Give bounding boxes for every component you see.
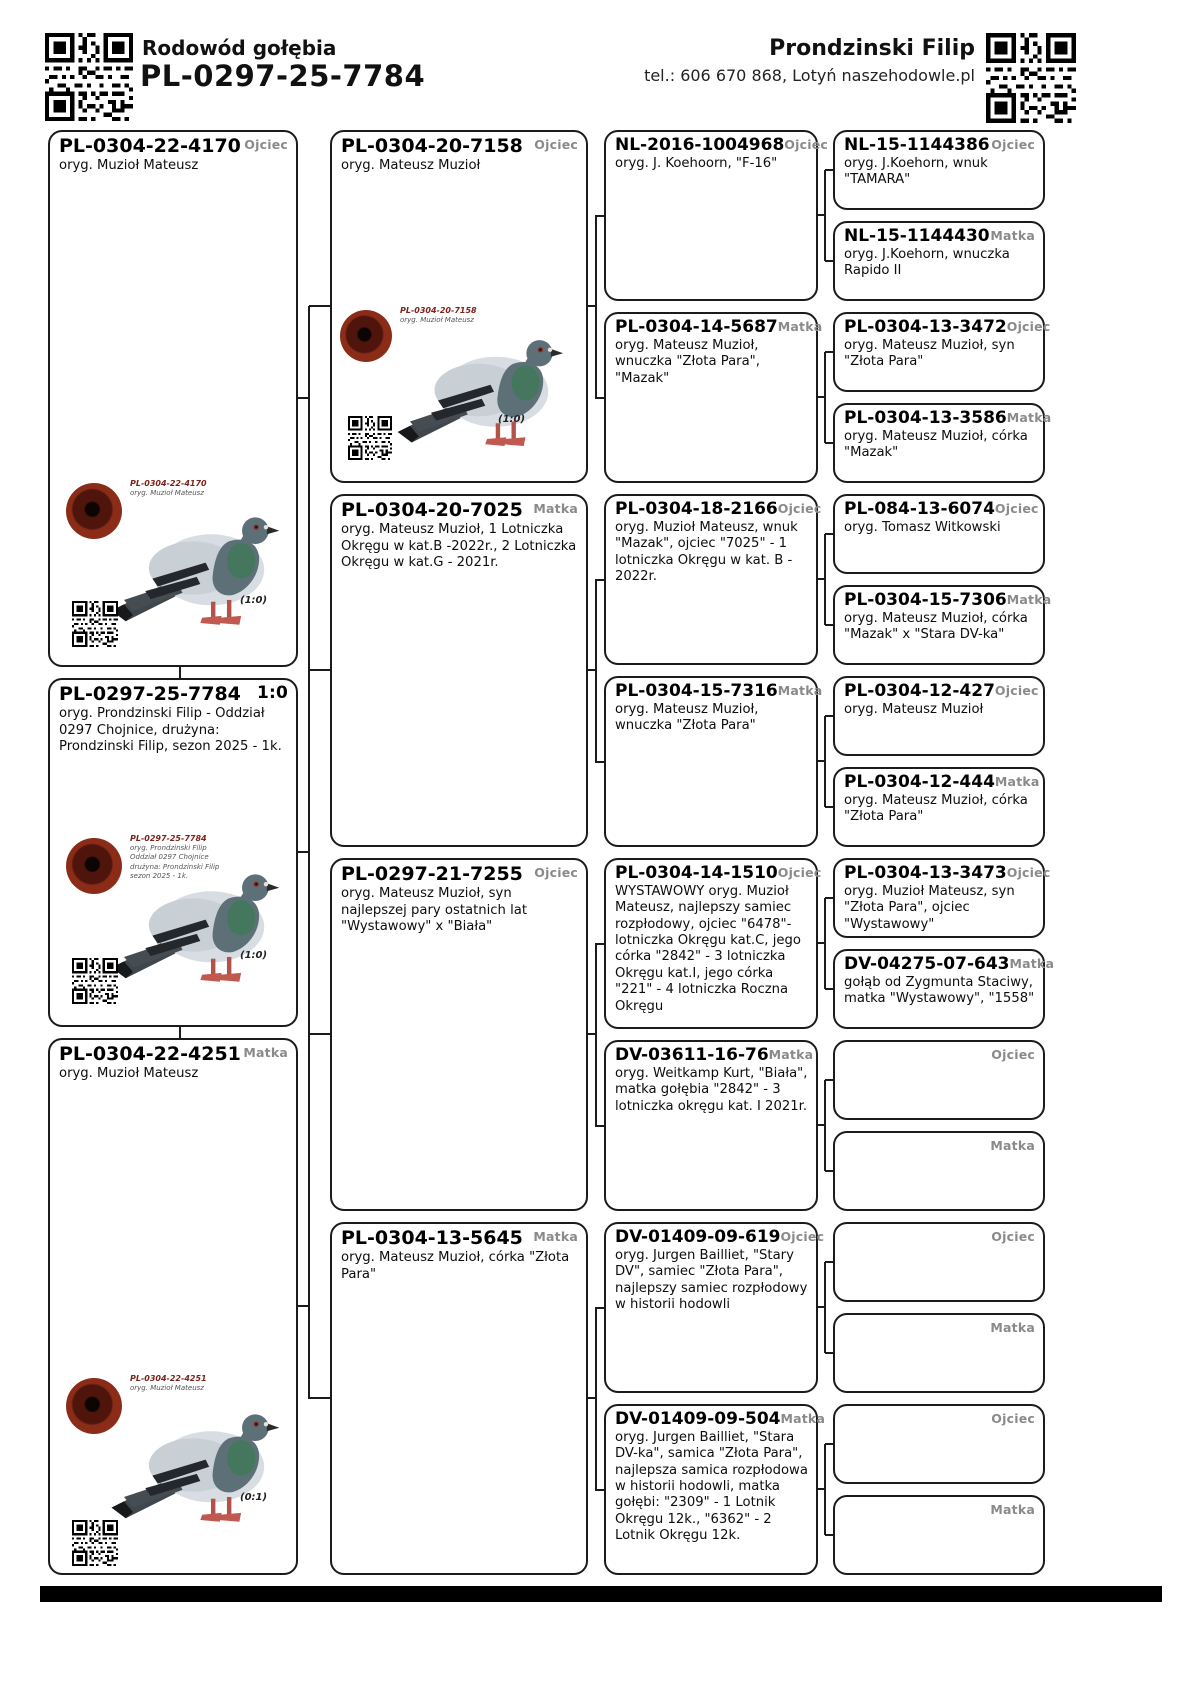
- pedigree-box-g3-7: [604, 1404, 826, 1575]
- pedigree-box-subject: [48, 678, 298, 1027]
- ring-number: PL-0304-15-7316: [615, 681, 778, 701]
- role-label: Ojciec: [994, 683, 1039, 698]
- pigeon-description: oryg. Mateusz Muzioł, syn najlepszej pary ostatnich lat "Wystawowy" x "Biała": [341, 886, 527, 934]
- photo-caption-line: sezon 2025 - 1k.: [130, 871, 189, 880]
- role-label: Matka: [1006, 592, 1052, 607]
- ring-number: PL-0297-25-7784: [59, 683, 241, 705]
- breeder-contact: tel.: 606 670 868, Lotyń naszehodowle.pl: [644, 66, 975, 85]
- pedigree-box-g3-4: [604, 858, 822, 1029]
- pigeon-description: gołąb od Zygmunta Staciwy, matka "Wystawowy", "1558": [844, 975, 1035, 1007]
- photo-score: (1:0): [240, 595, 268, 606]
- ring-number: DV-01409-09-504: [615, 1409, 781, 1429]
- ring-number: PL-0304-22-4251: [59, 1043, 241, 1065]
- role-label: Matka: [780, 1411, 826, 1426]
- role-label: Matka: [990, 1502, 1035, 1517]
- ring-number: PL-0304-14-1510: [615, 863, 778, 883]
- ring-number: PL-0304-13-3473: [844, 863, 1007, 883]
- photo-caption-line: drużyna: Prondzinski Filip: [130, 862, 220, 871]
- pedigree-box-g4-0: [833, 130, 1045, 210]
- pedigree-box-g4-1: [833, 221, 1045, 301]
- pigeon-photo-block: [338, 304, 576, 479]
- pigeon-description: oryg. Mateusz Muzioł, syn "Złota Para": [844, 338, 1015, 370]
- role-label: Matka: [994, 774, 1040, 789]
- role-label: Ojciec: [991, 1411, 1035, 1426]
- role-label: Matka: [1009, 956, 1055, 971]
- role-label: Ojciec: [784, 137, 828, 152]
- subject-score: 1:0: [256, 683, 288, 703]
- role-label: Ojciec: [534, 137, 578, 152]
- pedigree-box-g3-1: [604, 312, 823, 483]
- pedigree-box-father: [48, 130, 298, 667]
- pigeon-description: oryg. Mateusz Muzioł, córka "Mazak" x "Stara DV-ka": [844, 611, 1028, 643]
- role-label: Ojciec: [1006, 319, 1051, 334]
- photo-caption-ring: PL-0304-22-4251: [130, 1374, 207, 1383]
- pedigree-box-g4-14: [833, 1404, 1045, 1484]
- qr-code: [72, 1520, 118, 1566]
- pigeon-description: oryg. Mateusz Muzioł, wnuczka "Złota Para", "Mazak": [615, 338, 760, 386]
- pigeon-description: oryg. Mateusz Muzioł: [341, 158, 481, 174]
- ring-number: PL-0304-18-2166: [615, 499, 778, 519]
- role-label: Ojciec: [244, 137, 288, 152]
- ring-number: NL-2016-1004968: [615, 135, 785, 155]
- pigeon-description: oryg. Jurgen Bailliet, "Stara DV-ka", samica "Złota Para", najlepsza samica rozpłodowa w historii hodowli, matka gołębi: "2309" - 1 Lotnik Okręgu 12k., "6362" - 2 Lotnik Okręgu 12k.: [615, 1430, 808, 1544]
- ring-number: PL-0304-15-7306: [844, 590, 1007, 610]
- role-label: Ojciec: [991, 137, 1035, 152]
- pigeon-description: oryg. J. Koehoorn, "F-16": [615, 156, 778, 172]
- ring-number: DV-01409-09-619: [615, 1227, 781, 1247]
- photo-caption-ring: PL-0304-22-4170: [130, 479, 207, 488]
- pigeon-description: WYSTAWOWY oryg. Muzioł Mateusz, najlepszy samiec rozpłodowy, ojciec "6478"- lotniczka Okręgu kat.C, jego córka "2842" - 3 lotniczka Okręgu kat.I, jego córka "221" - 4 lotniczka Roczna Okręgu: [615, 884, 801, 1014]
- qr-code: [72, 601, 118, 647]
- photo-caption-line: oryg. Muzioł Mateusz: [400, 316, 474, 325]
- ring-number: PL-0304-20-7025: [341, 499, 523, 521]
- pedigree-box-g4-7: [833, 767, 1045, 847]
- pigeon-image: [106, 1394, 284, 1536]
- pedigree-box-g3-2: [604, 494, 822, 665]
- document-title: Rodowód gołębia: [142, 36, 337, 60]
- ring-number: PL-0304-22-4170: [59, 135, 241, 157]
- role-label: Matka: [777, 683, 823, 698]
- pedigree-box-g2-0: [330, 130, 588, 483]
- ring-number: PL-0304-13-3586: [844, 408, 1007, 428]
- role-label: Ojciec: [991, 1047, 1035, 1062]
- pedigree-box-g4-3: [833, 403, 1052, 483]
- pedigree-box-g3-6: [604, 1222, 825, 1393]
- pigeon-description: oryg. Muzioł Mateusz, wnuk "Mazak", ojciec "7025" - 1 lotniczka Okręgu w kat. B - 2022r.: [615, 520, 798, 585]
- role-label: Ojciec: [994, 501, 1039, 516]
- ring-number: PL-0304-14-5687: [615, 317, 778, 337]
- pigeon-description: oryg. Muzioł Mateusz: [59, 158, 199, 174]
- footer-bar: [40, 1586, 1162, 1602]
- pedigree-box-g4-8: [833, 858, 1051, 938]
- pigeon-description: oryg. Muzioł Mateusz, syn "Złota Para", ojciec "Wystawowy": [844, 884, 1015, 932]
- qr-code: [72, 958, 118, 1004]
- pedigree-box-g3-5: [604, 1040, 818, 1211]
- ring-number: NL-15-1144430: [844, 226, 990, 246]
- pigeon-description: oryg. J.Koehorn, wnuk "TAMARA": [844, 156, 988, 188]
- photo-caption-ring: PL-0297-25-7784: [130, 834, 207, 843]
- pedigree-box-g4-10: [833, 1040, 1045, 1120]
- pedigree-box-g4-12: [833, 1222, 1045, 1302]
- pigeon-image: [106, 854, 284, 996]
- pedigree-box-g2-1: [330, 494, 588, 847]
- photo-score: (1:0): [498, 414, 526, 425]
- pedigree-box-mother: [48, 1038, 298, 1575]
- role-label: Ojciec: [780, 1229, 825, 1244]
- role-label: Matka: [990, 1138, 1035, 1153]
- pigeon-description: oryg. J.Koehorn, wnuczka Rapido II: [844, 247, 1010, 279]
- photo-caption-line: oryg. Muzioł Mateusz: [130, 1384, 204, 1393]
- role-label: Matka: [533, 1229, 578, 1244]
- ring-number: NL-15-1144386: [844, 135, 990, 155]
- pedigree-box-g3-3: [604, 676, 823, 847]
- ring-number: PL-084-13-6074: [844, 499, 995, 519]
- role-label: Ojciec: [1006, 865, 1051, 880]
- role-label: Matka: [768, 1047, 814, 1062]
- ring-number: PL-0297-21-7255: [341, 863, 523, 885]
- role-label: Ojciec: [991, 1229, 1035, 1244]
- pigeon-description: oryg. Tomasz Witkowski: [844, 520, 1001, 536]
- role-label: Matka: [1006, 410, 1052, 425]
- pedigree-box-g2-3: [330, 1222, 588, 1575]
- pedigree-box-g3-0: [604, 130, 828, 301]
- ring-number: PL-0304-12-444: [844, 772, 995, 792]
- role-label: Ojciec: [777, 501, 822, 516]
- pigeon-description: oryg. Mateusz Muzioł, 1 Lotniczka Okręgu w kat.B -2022r., 2 Lotniczka Okręgu w kat.G - 2021r.: [341, 522, 577, 570]
- pigeon-description: oryg. Muzioł Mateusz: [59, 1066, 199, 1082]
- ring-number: PL-0304-12-427: [844, 681, 995, 701]
- photo-score: (1:0): [240, 950, 268, 961]
- photo-score: (0:1): [240, 1492, 268, 1503]
- role-label: Matka: [777, 319, 823, 334]
- qr-code: [348, 416, 392, 460]
- role-label: Ojciec: [777, 865, 822, 880]
- pigeon-description: oryg. Mateusz Muzioł, córka "Mazak": [844, 429, 1028, 461]
- ring-number: DV-04275-07-643: [844, 954, 1010, 974]
- main-ring-number: PL-0297-25-7784: [140, 59, 426, 93]
- role-label: Matka: [533, 501, 578, 516]
- breeder-name: Prondzinski Filip: [769, 36, 975, 61]
- pigeon-photo-block: [64, 1370, 286, 1570]
- pigeon-image: [392, 320, 568, 460]
- photo-caption-line: oryg. Muzioł Mateusz: [130, 489, 204, 498]
- role-label: Matka: [990, 228, 1035, 243]
- pigeon-photo-block: [64, 477, 286, 665]
- ring-number: DV-03611-16-76: [615, 1045, 769, 1065]
- pigeon-description: oryg. Prondzinski Filip - Oddział 0297 Chojnice, drużyna: Prondzinski Filip, sezon 2025 - 1k.: [59, 706, 282, 754]
- role-label: Matka: [243, 1045, 288, 1060]
- pedigree-box-g2-2: [330, 858, 588, 1211]
- pigeon-description: oryg. Mateusz Muzioł, córka "Złota Para": [844, 793, 1028, 825]
- photo-caption-ring: PL-0304-20-7158: [400, 306, 477, 315]
- ring-number: PL-0304-20-7158: [341, 135, 523, 157]
- pedigree-box-g4-9: [833, 949, 1055, 1029]
- photo-caption: [130, 479, 285, 498]
- ring-number: PL-0304-13-3472: [844, 317, 1007, 337]
- pedigree-box-g4-15: [833, 1495, 1045, 1575]
- pigeon-description: oryg. Mateusz Muzioł, córka "Złota Para": [341, 1250, 570, 1282]
- role-label: Matka: [990, 1320, 1035, 1335]
- photo-caption-line: oryg. Prondzinski Filip: [130, 844, 207, 853]
- role-label: Ojciec: [534, 865, 578, 880]
- pigeon-photo-block: [64, 832, 286, 1020]
- pedigree-box-g4-6: [833, 676, 1045, 756]
- pedigree-box-g4-2: [833, 312, 1051, 392]
- pigeon-image: [106, 497, 284, 639]
- pigeon-description: oryg. Mateusz Muzioł, wnuczka "Złota Para": [615, 702, 759, 734]
- pedigree-box-g4-4: [833, 494, 1045, 574]
- pedigree-box-g4-5: [833, 585, 1052, 665]
- pigeon-description: oryg. Jurgen Bailliet, "Stary DV", samiec "Złota Para", najlepszy samiec rozpłodowy w historii hodowli: [615, 1248, 808, 1313]
- pigeon-description: oryg. Mateusz Muzioł: [844, 702, 984, 718]
- photo-caption-line: Oddział 0297 Chojnice: [130, 853, 209, 862]
- pigeon-eye-photo: [340, 310, 392, 362]
- ring-number: PL-0304-13-5645: [341, 1227, 523, 1249]
- pigeon-description: oryg. Weitkamp Kurt, "Biała", matka gołębia "2842" - 3 lotniczka okręgu kat. I 2021r.: [615, 1066, 808, 1114]
- pedigree-box-g4-13: [833, 1313, 1045, 1393]
- pedigree-box-g4-11: [833, 1131, 1045, 1211]
- photo-caption: [130, 1374, 285, 1393]
